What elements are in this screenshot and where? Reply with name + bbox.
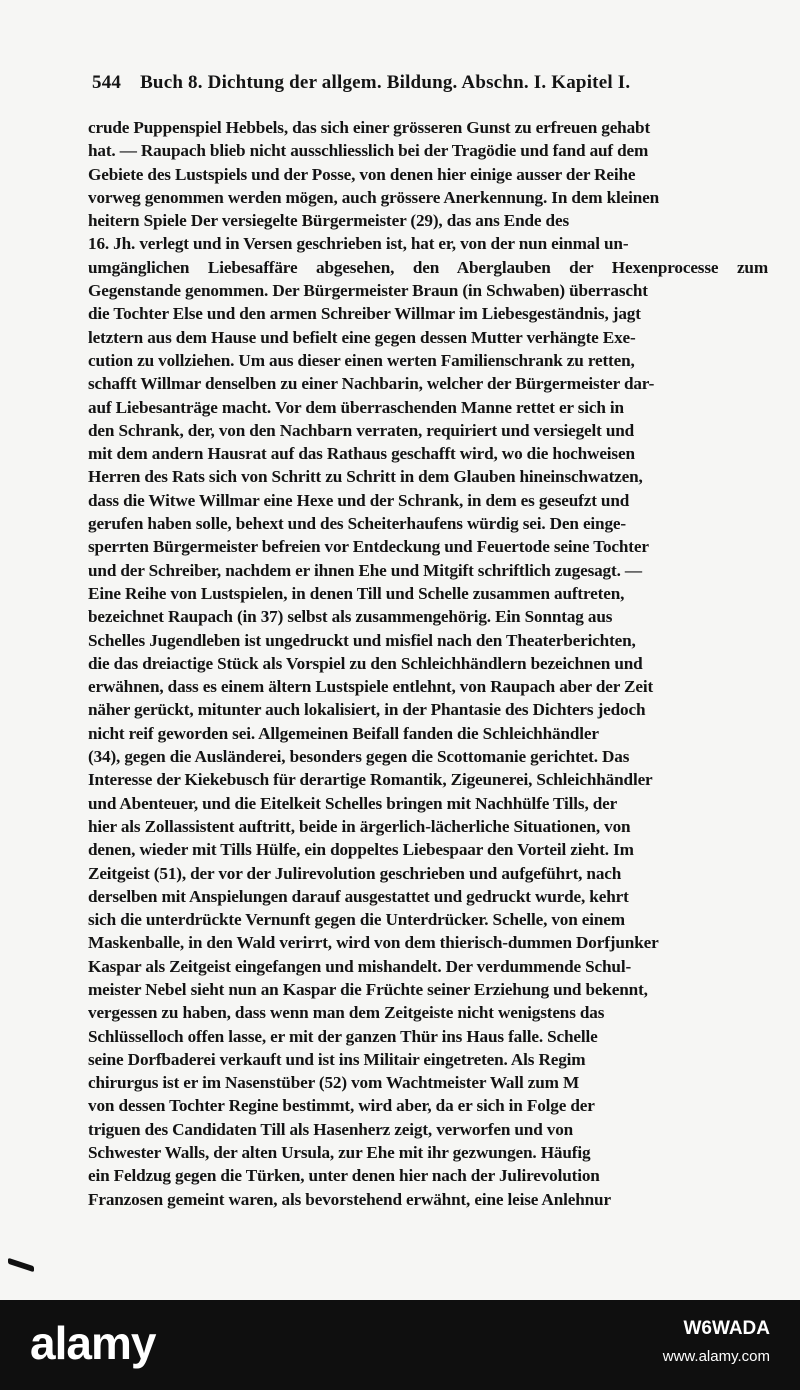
text-line: Kaspar als Zeitgeist eingefangen und mishandelt. Der verdummende Schul- <box>88 956 632 976</box>
text-line: den Schrank, der, von den Nachbarn verraten, requiriert und versiegelt und <box>88 420 635 440</box>
text-line: nicht reif geworden sei. Allgemeinen Beifall fanden die Schleichhändler <box>88 723 599 743</box>
text-line: näher gerückt, mitunter auch lokalisiert, in der Phantasie des Dichters jedoch <box>88 700 646 720</box>
text-line: die das dreiactige Stück als Vorspiel zu den Schleichhändlern bezeichnen und <box>88 653 643 673</box>
text-line: heitern Spiele Der versiegelte Bürgermeister (29), das ans Ende des <box>88 211 569 231</box>
text-line: seine Dorfbaderei verkauft und ist ins Militair eingetreten. Als Regim <box>88 1049 586 1069</box>
text-line: letztern aus dem Hause und befielt eine gegen dessen Mutter verhängte Exe- <box>88 327 636 347</box>
text-line: umgänglichen Liebesaffäre abgesehen, den Aberglauben der Hexenprocesse zum <box>88 257 768 277</box>
text-line: die Tochter Else und den armen Schreiber Willmar im Liebesgeständnis, jagt <box>88 304 641 324</box>
text-line: hat. — Raupach blieb nicht ausschliesslich bei der Tragödie und fand auf dem <box>88 141 649 161</box>
running-header <box>92 72 712 94</box>
watermark-url: www.alamy.com <box>662 1348 770 1365</box>
text-line: gerufen haben solle, behext und des Scheiterhaufens würdig sei. Den einge- <box>88 514 626 534</box>
text-line: derselben mit Anspielungen darauf ausgestattet und gedruckt wurde, kehrt <box>88 886 629 906</box>
text-line: Maskenballe, in den Wald verirrt, wird von dem thierisch-dummen Dorfjunker <box>88 933 659 953</box>
text-line: von dessen Tochter Regine bestimmt, wird aber, da er sich in Folge der <box>88 1096 595 1116</box>
text-line: Zeitgeist (51), der vor der Julirevolution geschrieben und aufgeführt, nach <box>88 863 622 883</box>
text-line: vergessen zu haben, dass wenn man dem Zeitgeiste nicht wenigstens das <box>88 1003 605 1023</box>
text-line: 16. Jh. verlegt und in Versen geschrieben ist, hat er, von der nun einmal un- <box>88 234 629 254</box>
text-line: triguen des Candidaten Till als Hasenherz zeigt, verworfen und von <box>88 1119 574 1139</box>
text-line: Herren des Rats sich von Schritt zu Schritt in dem Glauben hineinschwatzen, <box>88 467 643 487</box>
text-line: hier als Zollassistent auftritt, beide in ärgerlich-lächerliche Situationen, von <box>88 816 631 836</box>
text-line: sich die unterdrückte Vernunft gegen die Unterdrücker. Schelle, von einem <box>88 910 625 930</box>
text-line: (34), gegen die Ausländerei, besonders gegen die Scottomanie gerichtet. Das <box>88 747 630 767</box>
text-line: Interesse der Kiekebusch für derartige Romantik, Zigeunerei, Schleichhändler <box>88 770 653 790</box>
text-line: Franzosen gemeint waren, als bevorstehend erwähnt, eine leise Anlehnur <box>88 1189 611 1209</box>
text-line: chirurgus ist er im Nasenstüber (52) vom Wachtmeister Wall zum M <box>88 1073 580 1093</box>
text-line: Eine Reihe von Lustspielen, in denen Till und Schelle zusammen auftreten, <box>88 583 625 603</box>
text-line: vorweg genommen werden mögen, auch grössere Anerkennung. In dem kleinen <box>88 187 660 207</box>
text-line: erwähnen, dass es einem ältern Lustspiele entlehnt, von Raupach aber der Zeit <box>88 677 654 697</box>
text-line: Gegenstande genommen. Der Bürgermeister Braun (in Schwaben) überrascht <box>88 281 648 301</box>
text-line: denen, wieder mit Tills Hülfe, ein doppeltes Liebespaar den Vorteil zieht. Im <box>88 840 634 860</box>
text-line: dass die Witwe Willmar eine Hexe und der Schrank, in dem es geseufzt und <box>88 490 630 510</box>
watermark-image-id: W6WADA <box>683 1318 770 1339</box>
text-line: und der Schreiber, nachdem er ihnen Ehe und Mitgift schriftlich zugesagt. — <box>88 560 642 580</box>
text-line: ein Feldzug gegen die Türken, unter denen hier nach der Julirevolution <box>88 1166 600 1186</box>
text-line: Schelles Jugendleben ist ungedruckt und misfiel nach den Theaterberichten, <box>88 630 636 650</box>
text-line: cution zu vollziehen. Um aus dieser einen werten Familienschrank zu retten, <box>88 350 635 370</box>
page-number: 544 <box>92 72 122 93</box>
text-line: Gebiete des Lustspiels und der Posse, von denen hier einige ausser der Reihe <box>88 164 636 184</box>
text-line: meister Nebel sieht nun an Kaspar die Früchte seiner Erziehung und bekennt, <box>88 979 648 999</box>
text-line: schafft Willmar denselben zu einer Nachbarin, welcher der Bürgermeister dar- <box>88 374 655 394</box>
text-line: Schwester Walls, der alten Ursula, zur Ehe mit ihr gezwungen. Häufig <box>88 1143 591 1163</box>
text-line: bezeichnet Raupach (in 37) selbst als zusammengehörig. Ein Sonntag aus <box>88 607 613 627</box>
watermark-logo: alamy <box>30 1317 156 1369</box>
text-line: Schlüsselloch offen lasse, er mit der ganzen Thür ins Haus falle. Schelle <box>88 1026 598 1046</box>
running-title: Buch 8. Dichtung der allgem. Bildung. Abschn. I. Kapitel I. <box>140 72 631 93</box>
text-line: mit dem andern Hausrat auf das Rathaus geschafft wird, wo die hochweisen <box>88 444 635 464</box>
text-line: auf Liebesanträge macht. Vor dem überraschenden Manne rettet er sich in <box>88 397 624 417</box>
text-line: crude Puppenspiel Hebbels, das sich einer grösseren Gunst zu erfreuen gehabt <box>88 118 651 137</box>
text-line: sperrten Bürgermeister befreien vor Entdeckung und Feuertode seine Tochter <box>88 537 649 557</box>
scan-smudge <box>8 1258 34 1272</box>
body-text <box>88 116 768 1211</box>
text-line: und Abenteuer, und die Eitelkeit Schelles bringen mit Nachhülfe Tills, der <box>88 793 618 813</box>
